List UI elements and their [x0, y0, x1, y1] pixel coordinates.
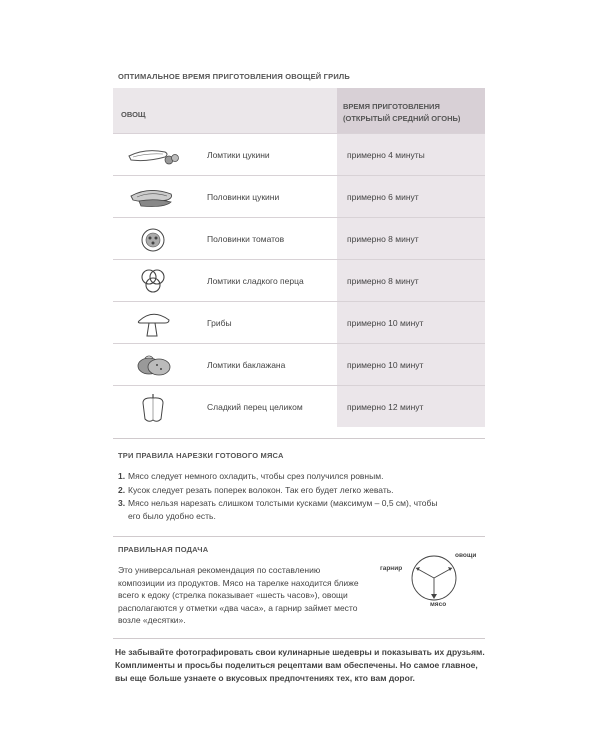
cook-time: примерно 8 минут — [337, 260, 485, 301]
cook-time: примерно 10 минут — [337, 344, 485, 385]
bell-pepper-icon — [123, 388, 183, 426]
zucchini-halves-icon — [123, 178, 183, 216]
divider — [113, 438, 485, 439]
vegetable-name: Ломтики сладкого перца — [207, 275, 304, 286]
vegetable-name: Грибы — [207, 317, 232, 328]
table-row — [113, 218, 485, 260]
meat-section-title: ТРИ ПРАВИЛА НАРЕЗКИ ГОТОВОГО МЯСА — [118, 451, 284, 460]
cook-time: примерно 8 минут — [337, 218, 485, 259]
table-row — [113, 260, 485, 302]
eggplant-slices-icon — [123, 346, 183, 384]
column-header-time-line2: (ОТКРЫТЫЙ СРЕДНИЙ ОГОНЬ) — [343, 114, 461, 123]
grill-section-title: ОПТИМАЛЬНОЕ ВРЕМЯ ПРИГОТОВЛЕНИЯ ОВОЩЕЙ ГРИЛЬ — [118, 72, 350, 81]
table-row — [113, 176, 485, 218]
column-header-time — [337, 88, 485, 134]
plate-diagram — [410, 548, 490, 628]
vegetable-name: Ломтики баклажана — [207, 359, 286, 370]
cook-time: примерно 4 минуты — [337, 134, 485, 175]
serving-text: Это универсальная рекомендация по составлению композиции из продуктов. Мясо на тарелке находится ближе всего к едоку (стрелка показывает «шесть часов»), овощи располагаются у отметки «два часа», а гарнир займет место возле «десятки». — [118, 565, 359, 625]
divider — [113, 536, 485, 537]
column-header-vegetable: ОВОЩ — [113, 88, 337, 134]
table-header — [113, 88, 485, 134]
plate-label-garnish: гарнир — [380, 565, 403, 572]
plate-label-meat: мясо — [430, 601, 447, 608]
serving-section-title: ПРАВИЛЬНАЯ ПОДАЧА — [118, 545, 209, 554]
column-header-time-line1: ВРЕМЯ ПРИГОТОВЛЕНИЯ — [343, 102, 440, 111]
vegetable-name: Сладкий перец целиком — [207, 401, 303, 412]
table-row — [113, 386, 485, 427]
list-item: 2. Кусок следует резать поперек волокон. Так его будет легко жевать. — [118, 484, 394, 495]
table-row — [113, 302, 485, 344]
plate-label-vegetables: овощи — [455, 552, 477, 559]
list-item: 1. Мясо следует немного охладить, чтобы срез получился ровным. — [118, 471, 384, 481]
vegetable-name: Ломтики цукини — [207, 149, 270, 160]
meat-rules-list — [118, 470, 498, 523]
cook-time: примерно 10 минут — [337, 302, 485, 343]
vegetable-name: Половинки цукини — [207, 191, 280, 202]
pepper-rings-icon — [123, 262, 183, 300]
footer-text: Не забывайте фотографировать свои кулинарные шедевры и показывать их друзьям. Комплименты и просьбы поделиться рецептами вам обеспечены. Но самое главное, вы еще больше узнаете о вкусовых предпочтениях тех, кто вам дорог. — [115, 647, 485, 683]
grill-time-table — [113, 88, 485, 427]
table-row — [113, 344, 485, 386]
table-row — [113, 134, 485, 176]
divider — [113, 638, 485, 639]
list-item: 3. Мясо нельзя нарезать слишком толстыми кусками (максимум – 0,5 см), чтобы его было удобно есть. — [118, 498, 438, 521]
zucchini-slices-icon — [123, 136, 183, 174]
vegetable-name: Половинки томатов — [207, 233, 285, 244]
cook-time: примерно 12 минут — [337, 386, 485, 427]
tomato-halves-icon — [123, 220, 183, 258]
mushroom-icon — [123, 304, 183, 342]
cook-time: примерно 6 минут — [337, 176, 485, 217]
